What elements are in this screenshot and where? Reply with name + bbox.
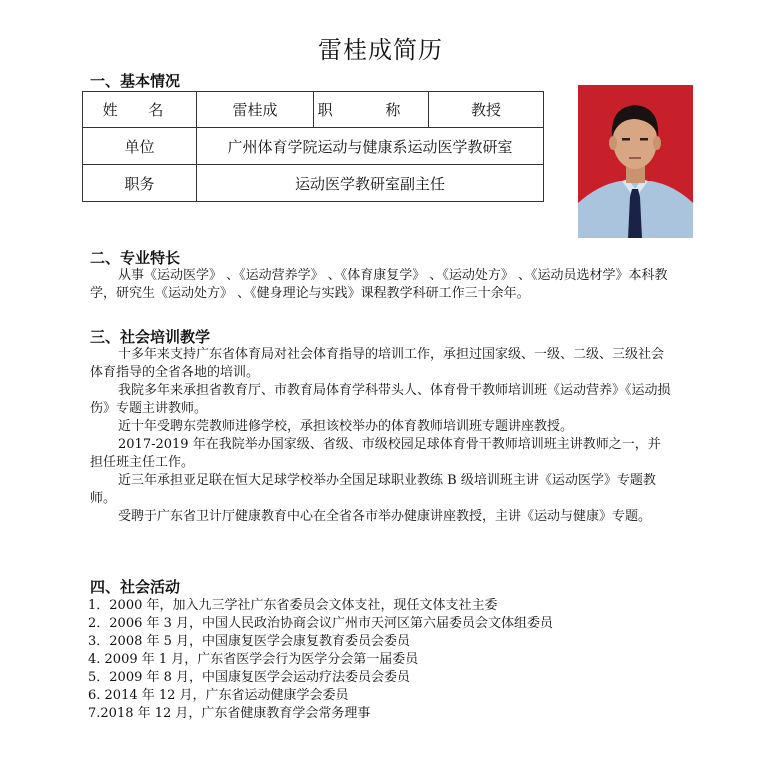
page-title: 雷桂成简历	[318, 36, 443, 64]
name-label: 姓 名	[83, 92, 197, 128]
list-item: 5．2009 年 8 月，中国康复医学会运动疗法委员会委员	[88, 670, 411, 685]
list-item: 3．2008 年 5 月，中国康复医学会康复教育委员会委员	[88, 634, 411, 649]
basic-info-table	[82, 91, 544, 202]
duty-label: 职务	[83, 165, 197, 202]
specialty-paragraph: 从事《运动医学》 、《运动营养学》 、《体育康复学》 、《运动处方》 、《运动员选材学》本科教学，研究生《运动处方》 、《健身理论与实践》课程教学科研工作三十余年。	[90, 268, 668, 301]
portrait-photo	[578, 85, 693, 238]
unit-value: 广州体育学院运动与健康系运动医学教研室	[197, 128, 544, 165]
training-paragraph: 近三年承担亚足联在恒大足球学校举办全国足球职业教练 B 级培训班主讲《运动医学》专题教师。	[90, 473, 656, 506]
list-item: 6. 2014 年 12 月，广东省运动健康学会委员	[88, 688, 349, 703]
list-item: 7.2018 年 12 月，广东省健康教育学会常务理事	[88, 706, 371, 721]
unit-label: 单位	[83, 128, 197, 165]
section-heading-activities: 四、社会活动	[90, 578, 181, 596]
training-paragraph: 2017-2019 年在我院举办国家级、省级、市级校园足球体育骨干教师培训班主讲教师之一，并担任班主任工作。	[90, 437, 661, 470]
duty-value: 运动医学教研室副主任	[197, 165, 544, 202]
list-item: 4. 2009 年 1 月，广东省医学会行为医学分会第一届委员	[88, 652, 419, 667]
list-item: 2．2006 年 3 月，中国人民政治协商会议广州市天河区第六届委员会文体组委员	[88, 616, 554, 631]
section-heading-training: 三、社会培训教学	[90, 328, 211, 346]
section-heading-specialty: 二、专业特长	[90, 249, 181, 267]
training-paragraph: 近十年受聘东莞教师进修学校，承担该校举办的体育教师培训班专题讲座教授。	[118, 419, 574, 434]
activities-list	[88, 597, 553, 723]
training-paragraph: 十多年来支持广东省体育局对社会体育指导的培训工作，承担过国家级、一级、二级、三级社会体育指导的全省各地的培训。	[90, 347, 665, 380]
title-value: 教授	[429, 92, 544, 128]
training-paragraph: 我院多年来承担省教育厅、市教育局体育学科带头人、体育骨干教师培训班《运动营养》《运动损伤》专题主讲教师。	[90, 383, 671, 416]
list-item: 1．2000 年，加入九三学社广东省委员会文体支社，现任文体支社主委	[88, 598, 498, 613]
title-label: 职 称	[314, 92, 429, 128]
name-value: 雷桂成	[197, 92, 314, 128]
training-paragraph: 受聘于广东省卫计厅健康教育中心在全省各市举办健康讲座教授，主讲《运动与健康》专题。	[118, 509, 652, 524]
training-paragraphs	[90, 346, 672, 526]
section-heading-basic: 一、基本情况	[90, 72, 181, 90]
